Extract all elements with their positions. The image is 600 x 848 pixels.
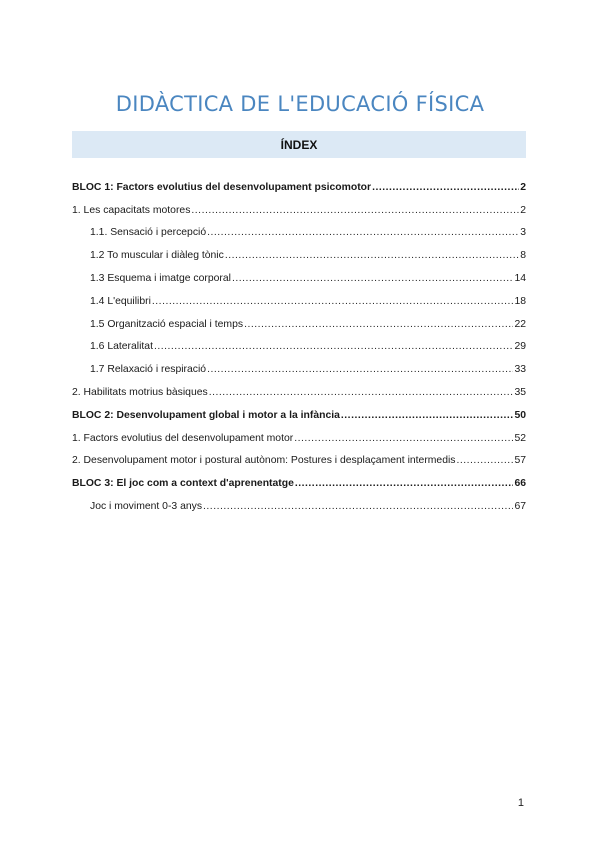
toc-entry-page: 33	[514, 364, 526, 376]
toc-entry-page: 29	[514, 341, 526, 353]
toc-leader-dots	[232, 273, 514, 284]
toc-entry-equilibri[interactable]	[72, 284, 526, 307]
toc-entry-relaxacio-respiracio[interactable]	[72, 352, 526, 375]
toc-leader-dots	[294, 433, 513, 444]
toc-entry-page: 67	[514, 500, 526, 512]
toc-entry-title: 2. Desenvolupament motor i postural autònom: Postures i desplaçament intermedis	[72, 455, 456, 467]
toc-leader-dots	[203, 501, 513, 512]
toc-entry-bloc-2[interactable]	[72, 398, 526, 421]
toc-leader-dots	[207, 227, 519, 238]
toc-entry-page: 50	[514, 409, 526, 421]
toc-entry-page: 52	[514, 432, 526, 444]
document-title: DIDÀCTICA DE L'EDUCACIÓ FÍSICA	[115, 92, 485, 116]
toc-entry-page: 2	[520, 181, 526, 193]
table-of-contents	[72, 170, 526, 512]
toc-entry-page: 22	[514, 318, 526, 330]
toc-leader-dots	[225, 250, 519, 261]
toc-leader-dots	[457, 455, 514, 466]
toc-leader-dots	[372, 182, 519, 193]
toc-leader-dots	[154, 341, 513, 352]
toc-entry-capacitats-motores[interactable]	[72, 193, 526, 216]
toc-entry-title: 1.3 Esquema i imatge corporal	[90, 272, 231, 284]
toc-entry-bloc-3[interactable]	[72, 466, 526, 489]
toc-entry-title: BLOC 1: Factors evolutius del desenvolupament psicomotor	[72, 181, 372, 193]
toc-entry-title: 1.7 Relaxació i respiració	[90, 364, 207, 376]
toc-entry-title: BLOC 2: Desenvolupament global i motor a la infància	[72, 409, 340, 421]
toc-entry-title: Joc i moviment 0-3 anys	[90, 500, 203, 512]
toc-entry-joc-moviment[interactable]	[72, 489, 526, 512]
page-number: 1	[517, 797, 524, 809]
toc-entry-page: 2	[520, 204, 526, 216]
toc-entry-title: 1. Factors evolutius del desenvolupament motor	[72, 432, 294, 444]
toc-entry-title: 1.2 To muscular i diàleg tònic	[90, 250, 224, 262]
toc-entry-lateralitat[interactable]	[72, 330, 526, 353]
toc-entry-organitzacio-espacial[interactable]	[72, 307, 526, 330]
toc-leader-dots	[295, 478, 514, 489]
toc-entry-page: 8	[520, 250, 526, 262]
toc-leader-dots	[152, 296, 514, 307]
toc-entry-page: 35	[514, 386, 526, 398]
toc-entry-title: 1.4 L'equilibri	[90, 295, 151, 307]
toc-entry-title: 1. Les capacitats motores	[72, 204, 191, 216]
toc-entry-page: 3	[520, 227, 526, 239]
toc-leader-dots	[209, 387, 514, 398]
index-heading-label: ÍNDEX	[280, 137, 318, 152]
toc-entry-title: 1.6 Lateralitat	[90, 341, 153, 353]
toc-entry-title: BLOC 3: El joc com a context d'aprenentatge	[72, 478, 294, 490]
toc-entry-to-muscular[interactable]	[72, 238, 526, 261]
toc-entry-title: 1.5 Organització espacial i temps	[90, 318, 244, 330]
toc-entry-sensacio-percepcio[interactable]	[72, 216, 526, 239]
toc-entry-factors-evolutius-motor[interactable]	[72, 421, 526, 444]
toc-entry-title: 2. Habilitats motrius bàsiques	[72, 386, 208, 398]
toc-leader-dots	[244, 319, 513, 330]
toc-entry-page: 66	[514, 478, 526, 490]
toc-entry-esquema-corporal[interactable]	[72, 261, 526, 284]
toc-entry-bloc-1[interactable]	[72, 170, 526, 193]
toc-leader-dots	[341, 410, 514, 421]
toc-leader-dots	[207, 364, 513, 375]
toc-entry-page: 14	[514, 272, 526, 284]
toc-entry-title: 1.1. Sensació i percepció	[90, 227, 207, 239]
toc-entry-habilitats-motrius[interactable]	[72, 375, 526, 398]
index-heading	[72, 131, 526, 158]
toc-leader-dots	[191, 205, 519, 216]
toc-entry-page: 18	[514, 295, 526, 307]
toc-entry-desenvolupament-postural[interactable]	[72, 444, 526, 467]
toc-entry-page: 57	[514, 455, 526, 467]
